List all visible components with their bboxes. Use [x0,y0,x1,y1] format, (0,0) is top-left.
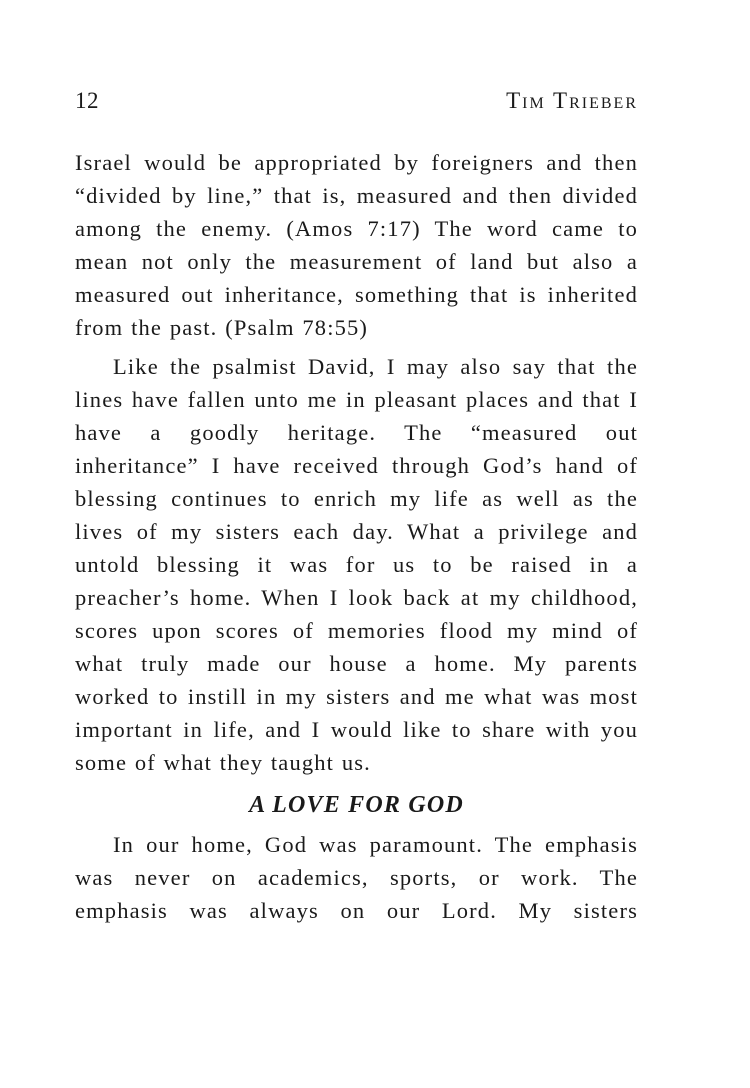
paragraph-3: In our home, God was paramount. The emphasis was never on academics, sports, or work. The emphasis was always on our Lord. My sisters [75,832,638,923]
body-text [75,146,638,927]
section-heading: A LOVE FOR GOD [249,792,464,818]
paragraph-1: Israel would be appropriated by foreigners and then “divided by line,” that is, measured and then divided among the enemy. (Amos 7:17) The word came to mean not only the measurement of land but also a measured out inheritance, something that is inherited from the past. (Psalm 78:55) [75,150,638,340]
paragraph-2: Like the psalmist David, I may also say that the lines have fallen unto me in pleasant places and that I have a goodly heritage. The “measured out inheritance” I have received through God’s hand of blessing continues to enrich my life as well as the lives of my sisters each day. What a privilege and untold blessing it was for us to be raised in a preacher’s home. When I look back at my childhood, scores upon scores of memories flood my mind of what truly made our house a home. My parents worked to instill in my sisters and me what was most important in life, and I would like to share with you some of what they taught us. [75,354,638,775]
running-head [75,88,638,120]
page-number: 12 [75,88,99,113]
author-name: Tim Trieber [506,88,638,113]
